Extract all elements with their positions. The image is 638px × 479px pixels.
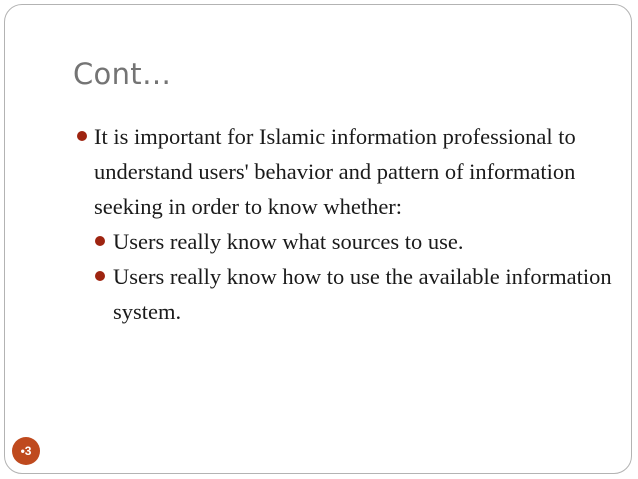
slide-frame <box>4 4 632 474</box>
sub-bullet-text: Users really know how to use the available information system. <box>113 264 612 324</box>
slide-body <box>77 119 617 329</box>
page-number-badge: •3 <box>12 437 40 465</box>
sub-bullet-item <box>77 259 617 329</box>
sub-bullet-item <box>77 224 617 259</box>
bullet-icon <box>77 131 87 141</box>
bullet-text: It is important for Islamic information professional to understand users' behavior and pattern of information seeking in order to know whether: <box>94 124 576 219</box>
bullet-icon <box>95 236 105 246</box>
bullet-item <box>77 119 617 224</box>
sub-bullet-text: Users really know what sources to use. <box>113 229 464 254</box>
bullet-icon <box>95 271 105 281</box>
slide-title: Cont… <box>73 57 172 91</box>
